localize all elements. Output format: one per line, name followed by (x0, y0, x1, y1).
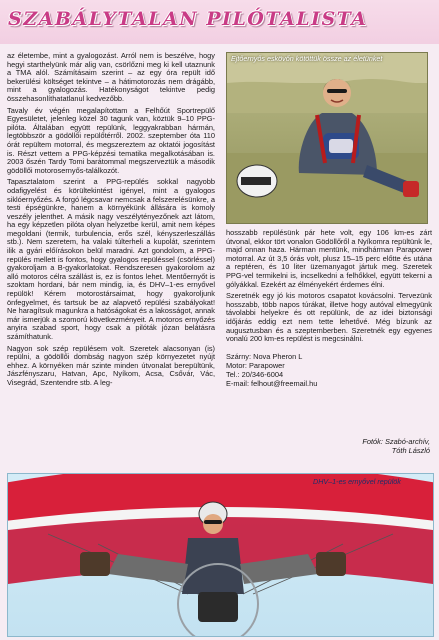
paramotor-photo-illustration (8, 474, 433, 636)
phone-info: Tel.: 20/346-6004 (226, 369, 284, 379)
email-info: E-mail: felhout@freemail.hu (226, 378, 318, 388)
wing-info: Szárny: Nova Pheron L (226, 351, 303, 361)
bottom-photo-caption: DHV–1-es ernyővel repülök (313, 477, 401, 486)
article-paragraph: Nagyon sok szép repülésem volt. Szeretek alacsonyan (is) repülni, a gödöllői dombság nagyon szép környezetet nyújt ehhez. A környéken már szinte minden útvonalat berepültünk, Jászfényszaru, Hatvan, Apc, Nyíkom, Acsa, Csővár, Vác, Visegrád, Szentendre stb. A leg- (7, 343, 215, 387)
motor-info: Motor: Parapower (226, 360, 285, 370)
page-title: SZABÁLYTALAN PILÓTALISTA (8, 8, 368, 30)
top-photo-caption: Ejtőernyős eskövőn kötöttük össze az életünket (231, 54, 383, 63)
paramotor-photo (7, 473, 434, 637)
pilot-contact-info (226, 352, 432, 388)
page-header (0, 0, 439, 44)
article-left-column (7, 52, 215, 391)
article-paragraph: Tapasztalatom szerint a PPG-repülés sokkal nagyobb odafigyelést és körültekintést igényel, mint a gyalogos siklóernyőzés. A forgó légcsavar nemcsak a felszerelésünkre, a testi épségünkre, hanem a környékünk állására is komoly veszély jelenthet. A másik nagy veszélytényezőnek azt látom, ha egy képzetlen pilóta olyan helyzetbe kerül, amit nem képes megoldani (termik, turbulencia, erős szél, kényszerleszállás stb.). Nem szeretem, ha valaki túlterheli a kupolát, szerintem ilik a gyári előírásokon belül maradni. Azt gondolom, a PPG-repülés mellett is fontos, hogy gyalogos repüléssel (csörléssel) gyakoroljam a B-gyakorlatokat. Rendszeresen gyakorolom az alló motoros célra szállást is, ez is fontos lehet. Mentőernyőt is szoktam hordani, bár nem mindig, ia, és DHV–1-es ernyővel repülök! Kérem motorostársaimat, hogy gyakoroljunk önfegyelmet, és tartsuk be az alapvető repülési szabályokat! Ne haragítsuk magunkra a hatóságokat és a lakosságot, annak már ismerjük a szomorú következményeit. A motoros ernyőzés anyira szabad sport, hogy csak a pilóták józan belátásra számíthatunk. (7, 177, 215, 341)
credits-line: Fotók: Szabó-archív, (362, 437, 430, 446)
article-paragraph: hosszabb repülésünk pár hete volt, egy 106 km-es zárt útvonal, ekkor tört vonalon Gödöllőről a Nyíkomra repültünk le, majd onnan haza. Hárman mentünk, mindhárman Parapower motorral. Az út 3,5 órás volt, plusz 15–15 perc előtte és utána a reptéren, és 10 liter üzemanyagot jártuk meg. Szeretek PPG-vel termikelni is, incselkedni a felhőkkel, együtt tekerni a gólyákkal. Ezekért az élményekért érdemes élni. (226, 228, 432, 289)
article-right-column (226, 229, 432, 388)
credits-line: Tóth László (391, 445, 430, 455)
wedding-photo-illustration (227, 53, 427, 223)
photo-credits (330, 438, 430, 455)
article-paragraph: az életembe, mint a gyalogozást. Arról nem is beszélve, hogy hegyi starthelyünk már alig van, csörlőzni meg ki kell utaznunk a TMA alól. Számításaim szerint – az egy óra repült idő bekerülési költséget tekintve – a hátimotorozás nem drágább, mint a gyalogozás. Hatékonyságot tekintve pedig összehasonlíthatatlanul kedvezőbb. (7, 51, 215, 103)
article-paragraph: Tavaly év végén megalapítottam a Felhőút Sportrepülő Egyesületet, jelenleg közel 30 tagunk van, köztük 9–10 PPG-pilóta. Általában együtt repülünk, leggyakrabban hármán, legtöbbször a gödöllői repülőtérről. 2002. szeptember óta 110 órát repültem motorral, és megszereztem az oktatói jogosítást is. Részt vettem a PPG-képzési tematika megalkotásában is. 2003 őszén Tardy Tomi barátommal megszerveztük a második gödöllői motorosernyős-találkozót. (7, 105, 215, 175)
wedding-photo (226, 52, 428, 224)
article-paragraph: Szeretnék egy jó kis motoros csapatot kovácsolni. Tervezünk hosszabb, több napos túrákat, illetve hogy autóval elmegyünk távolabbi helyekre és ott repülünk, de az idei biztonsági időjárás eddig ezt nem tette lehetővé. Még bízunk az augusztusban és a szeptemberben. Szeretnék egy egyenes vonalú 200 km-es repülést is megcsinálni. (226, 291, 432, 344)
